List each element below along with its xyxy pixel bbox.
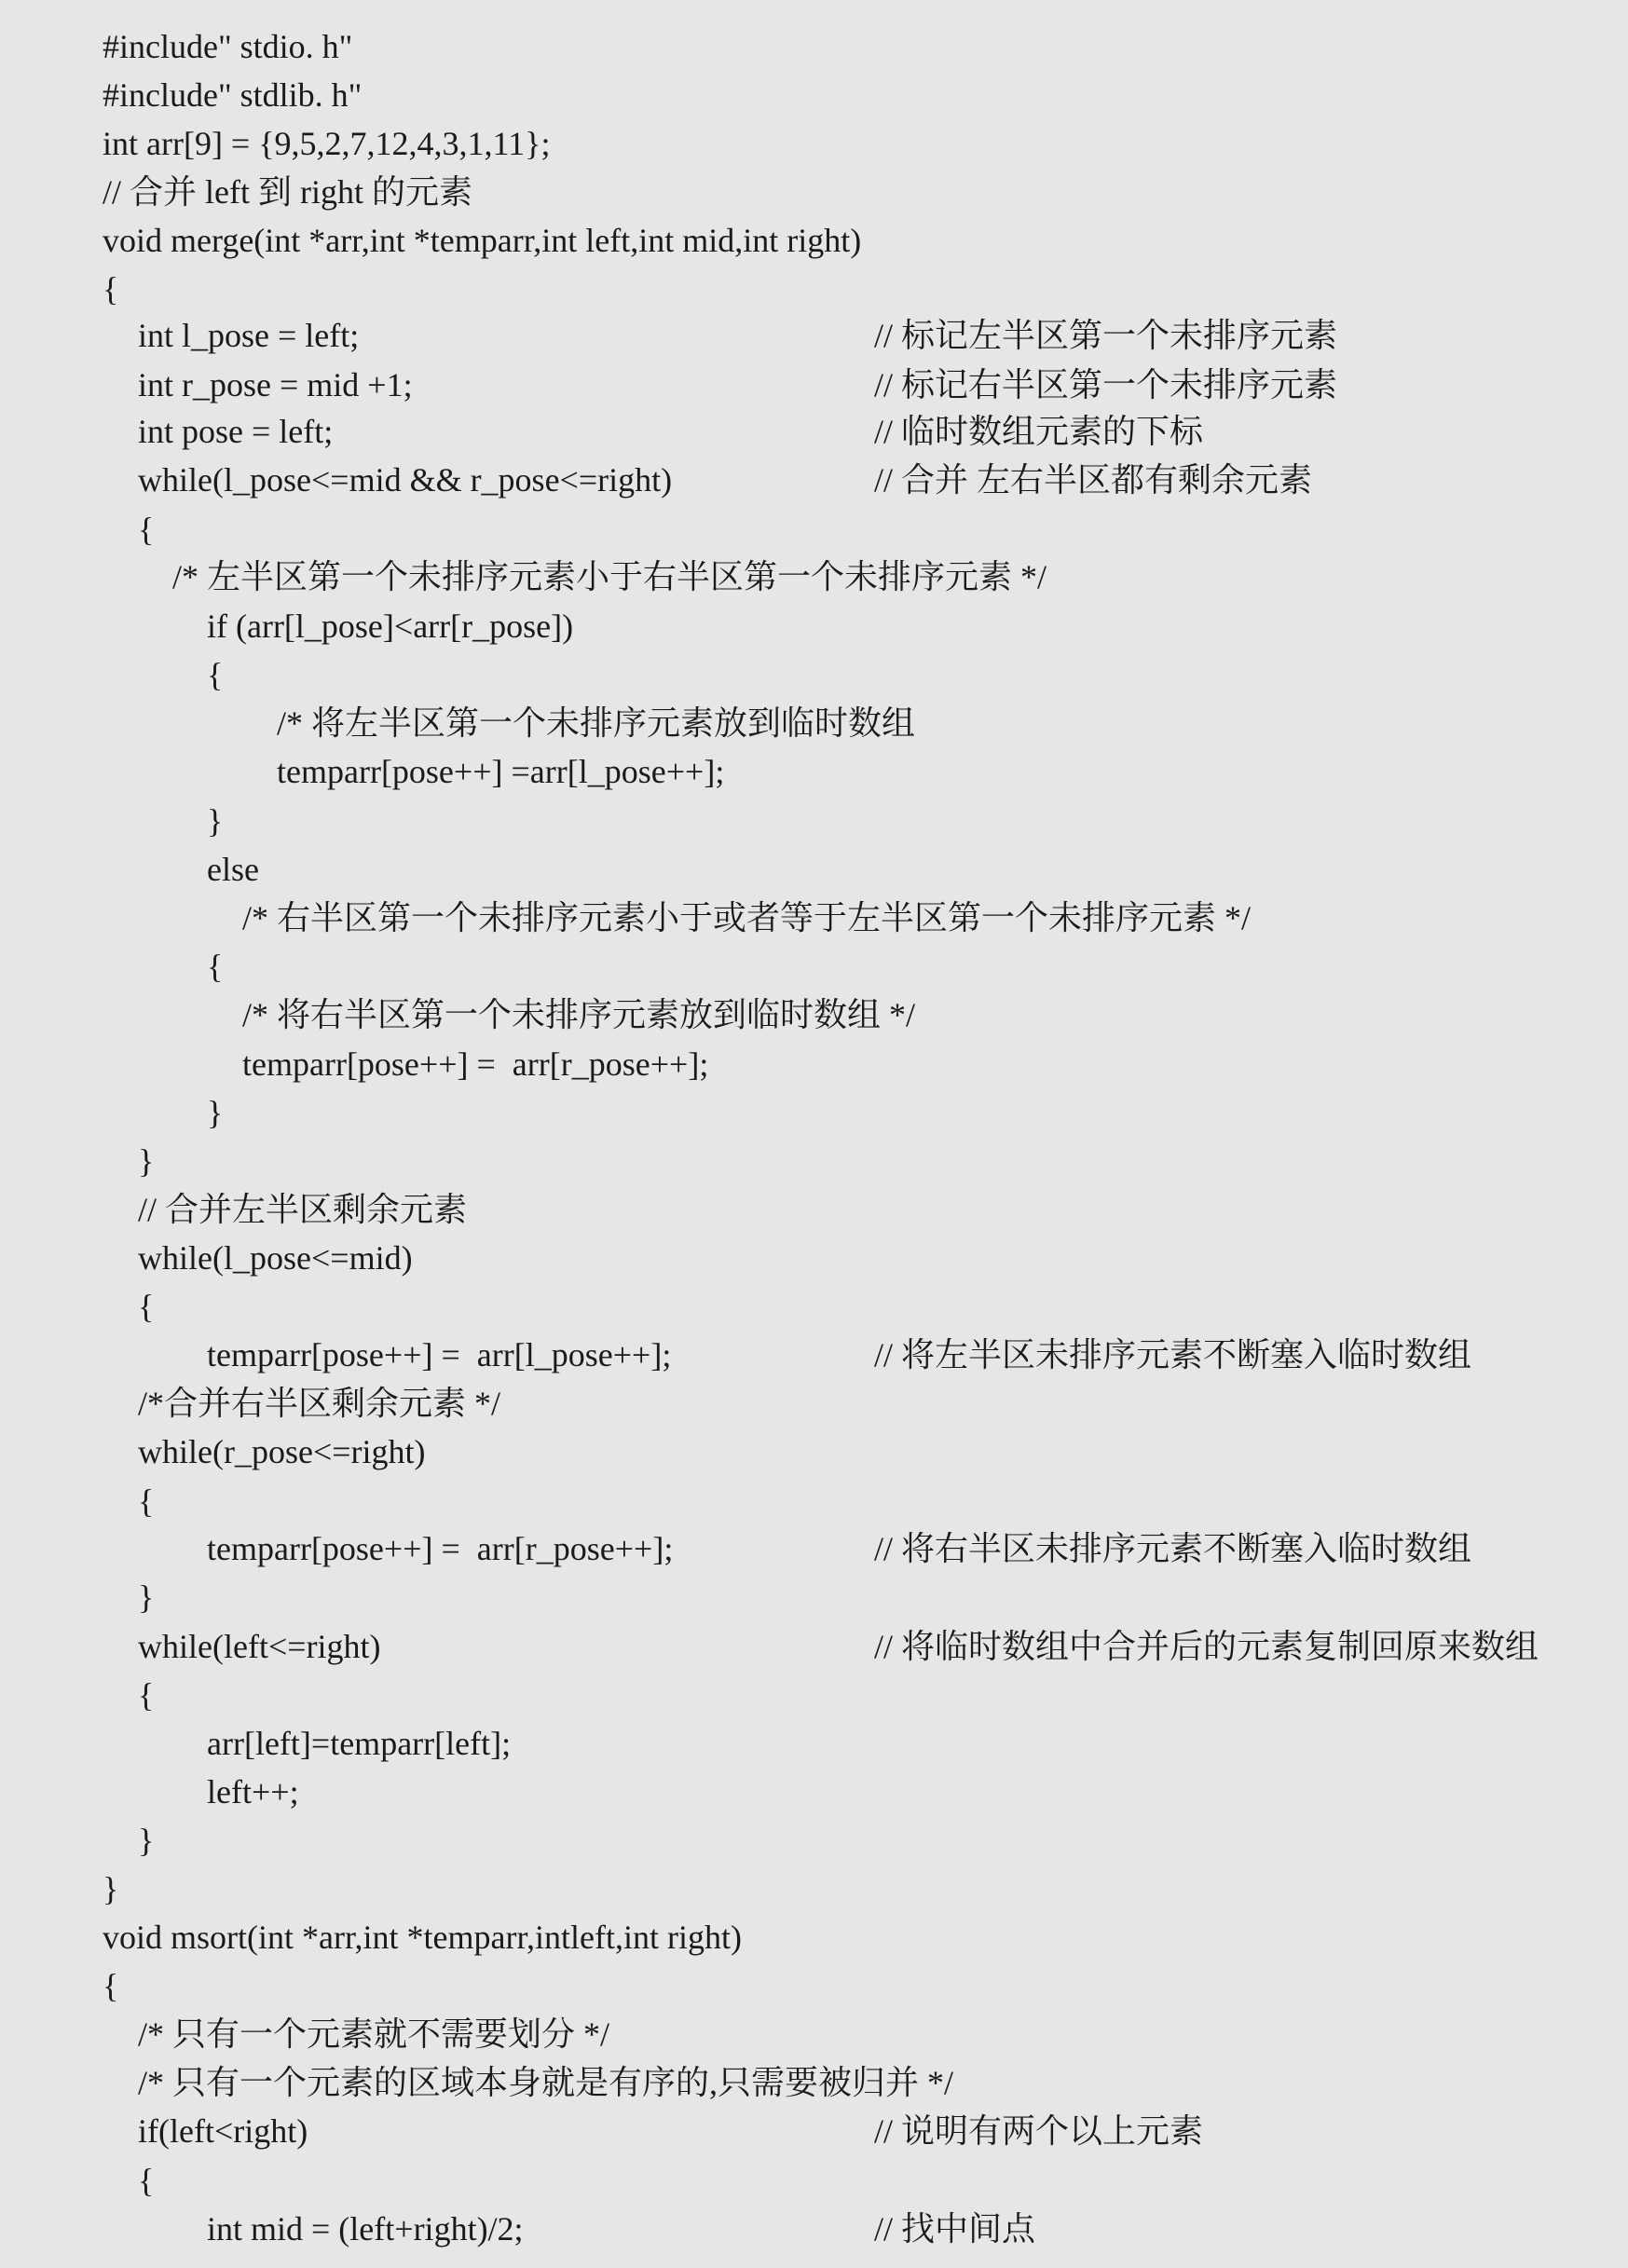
code-comment: // 标记右半区第一个未排序元素 bbox=[874, 366, 1338, 403]
code-line bbox=[0, 119, 1628, 168]
code-line bbox=[0, 1573, 1628, 1621]
code-comment: // 临时数组元素的下标 bbox=[874, 413, 1204, 450]
code-text: { bbox=[138, 1676, 155, 1714]
code-line bbox=[0, 845, 1628, 894]
code-text: void msort(int *arr,int *temparr,intleft,int right) bbox=[103, 1919, 742, 1956]
code-line bbox=[0, 2205, 1628, 2253]
code-text: { bbox=[138, 1288, 155, 1325]
code-line bbox=[0, 797, 1628, 845]
code-text: if (arr[l_pose]<arr[r_pose]) bbox=[207, 608, 574, 645]
code-text: temparr[pose++] =arr[l_pose++]; bbox=[277, 753, 725, 790]
code-comment: // 将右半区未排序元素不断塞入临时数组 bbox=[874, 1530, 1472, 1567]
code-line bbox=[0, 2107, 1628, 2155]
code-text: } bbox=[138, 1142, 155, 1180]
code-line bbox=[0, 456, 1628, 504]
code-line bbox=[0, 505, 1628, 553]
code-text: /* 只有一个元素就不需要划分 */ bbox=[138, 2015, 610, 2053]
code-line bbox=[0, 991, 1628, 1039]
code-text: { bbox=[207, 656, 224, 693]
code-line bbox=[0, 1477, 1628, 1525]
code-text: temparr[pose++] = arr[r_pose++]; bbox=[207, 1530, 674, 1567]
code-text: { bbox=[138, 511, 155, 548]
code-line bbox=[0, 1234, 1628, 1282]
code-line bbox=[0, 2010, 1628, 2058]
code-line bbox=[0, 699, 1628, 747]
code-text: /* 右半区第一个未排序元素小于或者等于左半区第一个未排序元素 */ bbox=[242, 899, 1252, 936]
code-line bbox=[0, 1913, 1628, 1961]
code-line bbox=[0, 894, 1628, 942]
code-text: if(left<right) bbox=[138, 2112, 308, 2150]
code-line bbox=[0, 747, 1628, 796]
code-line bbox=[0, 311, 1628, 360]
code-text: { bbox=[138, 2162, 155, 2199]
code-line bbox=[0, 216, 1628, 265]
code-text: temparr[pose++] = arr[r_pose++]; bbox=[242, 1045, 709, 1083]
code-line bbox=[0, 1428, 1628, 1476]
code-text: /* 将右半区第一个未排序元素放到临时数组 */ bbox=[242, 996, 916, 1033]
code-text: int mid = (left+right)/2; bbox=[207, 2210, 524, 2248]
code-text: } bbox=[103, 1870, 119, 1907]
code-line bbox=[0, 942, 1628, 991]
code-comment: // 将临时数组中合并后的元素复制回原来数组 bbox=[874, 1628, 1539, 1665]
code-line bbox=[0, 1865, 1628, 1913]
code-text: int l_pose = left; bbox=[138, 317, 360, 354]
code-line bbox=[0, 1816, 1628, 1865]
code-text: { bbox=[103, 270, 119, 307]
code-line bbox=[0, 1719, 1628, 1768]
code-comment: // 合并 左右半区都有剩余元素 bbox=[874, 461, 1313, 499]
code-text: int pose = left; bbox=[138, 413, 334, 450]
code-text: #include" stdio. h" bbox=[103, 28, 353, 65]
code-text: left++; bbox=[207, 1773, 299, 1810]
code-text: temparr[pose++] = arr[l_pose++]; bbox=[207, 1336, 672, 1373]
code-line bbox=[0, 1379, 1628, 1428]
code-line bbox=[0, 22, 1628, 71]
code-text: #include" stdlib. h" bbox=[103, 76, 363, 114]
code-line bbox=[0, 602, 1628, 650]
code-text: while(r_pose<=right) bbox=[138, 1433, 426, 1470]
code-text: { bbox=[138, 1482, 155, 1520]
code-line bbox=[0, 1088, 1628, 1137]
code-text: } bbox=[138, 1578, 155, 1616]
code-line bbox=[0, 1137, 1628, 1185]
code-line bbox=[0, 168, 1628, 216]
code-text: { bbox=[103, 1967, 119, 2004]
code-line bbox=[0, 1524, 1628, 1573]
code-line bbox=[0, 361, 1628, 409]
code-line bbox=[0, 265, 1628, 313]
code-line bbox=[0, 1185, 1628, 1234]
code-text: // 合并 left 到 right 的元素 bbox=[103, 173, 472, 211]
code-comment: // 找中间点 bbox=[874, 2210, 1036, 2248]
code-comment: // 说明有两个以上元素 bbox=[874, 2112, 1204, 2150]
code-text: } bbox=[138, 1822, 155, 1859]
code-line bbox=[0, 2058, 1628, 2107]
code-line bbox=[0, 1671, 1628, 1719]
code-text: /* 左半区第一个未排序元素小于右半区第一个未排序元素 */ bbox=[172, 558, 1047, 595]
code-line bbox=[0, 1768, 1628, 1816]
code-line bbox=[0, 1331, 1628, 1379]
code-text: } bbox=[207, 802, 224, 840]
code-text: } bbox=[207, 1094, 224, 1131]
code-text: int arr[9] = {9,5,2,7,12,4,3,1,11}; bbox=[103, 125, 551, 162]
code-text: // 合并左半区剩余元素 bbox=[138, 1191, 468, 1228]
code-comment: // 标记左半区第一个未排序元素 bbox=[874, 317, 1338, 354]
code-line bbox=[0, 1961, 1628, 2010]
code-line bbox=[0, 1282, 1628, 1331]
code-text: { bbox=[207, 948, 224, 985]
code-text: while(l_pose<=mid) bbox=[138, 1239, 413, 1277]
code-line bbox=[0, 2156, 1628, 2205]
code-line bbox=[0, 1622, 1628, 1671]
code-line bbox=[0, 553, 1628, 601]
code-text: /* 将左半区第一个未排序元素放到临时数组 bbox=[277, 704, 916, 742]
code-text: /*合并右半区剩余元素 */ bbox=[138, 1385, 501, 1422]
code-line bbox=[0, 1040, 1628, 1088]
code-text: arr[left]=temparr[left]; bbox=[207, 1725, 512, 1762]
code-text: while(left<=right) bbox=[138, 1628, 381, 1665]
code-text: void merge(int *arr,int *temparr,int left,int mid,int right) bbox=[103, 222, 862, 259]
code-comment: // 将左半区未排序元素不断塞入临时数组 bbox=[874, 1336, 1472, 1373]
code-line bbox=[0, 71, 1628, 119]
code-text: /* 只有一个元素的区域本身就是有序的,只需要被归并 */ bbox=[138, 2064, 954, 2101]
code-text: else bbox=[207, 851, 259, 888]
code-text: while(l_pose<=mid && r_pose<=right) bbox=[138, 461, 673, 499]
code-line bbox=[0, 407, 1628, 456]
code-text: int r_pose = mid +1; bbox=[138, 366, 413, 403]
code-line bbox=[0, 650, 1628, 699]
